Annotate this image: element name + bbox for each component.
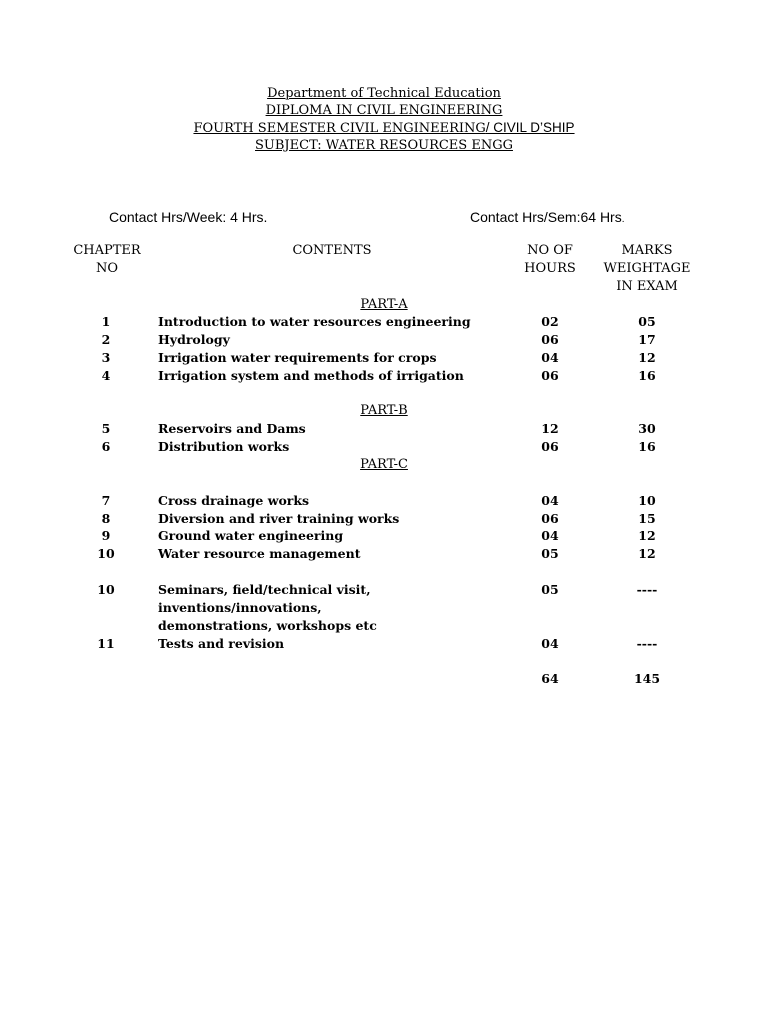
total-marks: 145 [633,671,661,686]
part-a-heading: PART-A [360,297,408,312]
chapter-number: 10 [97,546,115,561]
subject-title: SUBJECT: WATER RESOURCES ENGG [255,138,513,153]
diploma-title: DIPLOMA IN CIVIL ENGINEERING [265,103,503,118]
chapter-number: 10 [97,582,115,597]
column-header-marks: MARKS WEIGHTAGE IN EXAM [603,243,691,294]
chapter-marks: 05 [638,314,656,329]
total-hours: 64 [541,671,559,686]
chapter-hours: 06 [541,511,559,526]
column-header-hours: NO OF HOURS [524,243,576,276]
part-b-heading: PART-B [360,403,408,418]
table-row [0,331,768,349]
contact-hours-sem-text: Contact Hrs/Sem:64 Hrs [470,209,622,225]
chapter-content: Cross drainage works [158,493,310,508]
chapter-marks: 16 [638,368,656,383]
chapter-content: Seminars, field/technical visit, inventions/innovations, demonstrations, workshops etc [158,582,377,633]
chapter-hours: 05 [541,582,559,597]
table-row [0,545,768,563]
department-title: Department of Technical Education [267,86,501,101]
semester-title-suffix: / CIVIL D’SHIP [485,120,575,135]
table-row [0,349,768,367]
chapter-hours: 04 [541,636,559,651]
chapter-hours: 02 [541,314,559,329]
contact-hours-sem-dot: . [621,214,625,225]
chapter-marks: 16 [638,439,656,454]
contact-hours-week: Contact Hrs/Week: 4 Hrs. [109,209,268,225]
chapter-number: 3 [101,350,111,365]
table-row [0,510,768,528]
chapter-number: 8 [101,511,111,526]
chapter-content: Ground water engineering [158,528,344,543]
chapter-content: Introduction to water resources engineering [158,314,471,329]
table-row [0,438,768,456]
column-header-contents: CONTENTS [292,243,372,258]
chapter-content: Water resource management [158,546,361,561]
chapter-number: 2 [101,332,111,347]
table-row [0,527,768,545]
chapter-hours: 05 [541,546,559,561]
table-row [0,420,768,438]
chapter-content: Irrigation system and methods of irrigation [158,368,464,383]
chapter-hours: 12 [541,421,559,436]
chapter-hours: 04 [541,350,559,365]
chapter-marks: 12 [638,350,656,365]
contact-hours-sem [470,208,625,229]
chapter-marks: 30 [638,421,656,436]
chapter-marks: 10 [638,493,656,508]
chapter-content: Hydrology [158,332,230,347]
chapter-number: 6 [101,439,111,454]
table-row [0,492,768,510]
chapter-marks: 12 [638,546,656,561]
column-header-chapter: CHAPTER NO [73,243,141,276]
chapter-content: Distribution works [158,439,290,454]
chapter-number: 1 [101,314,111,329]
table-row [0,313,768,331]
chapter-marks: ---- [636,636,658,651]
table-row [0,367,768,385]
table-row [0,635,768,653]
semester-title [0,119,768,137]
chapter-marks: 17 [638,332,656,347]
chapter-number: 5 [101,421,111,436]
semester-title-main: FOURTH SEMESTER CIVIL ENGINEERING [193,121,486,136]
chapter-hours: 04 [541,528,559,543]
chapter-number: 7 [101,493,111,508]
chapter-hours: 06 [541,368,559,383]
chapter-number: 4 [101,368,111,383]
chapter-hours: 06 [541,439,559,454]
chapter-number: 9 [101,528,111,543]
chapter-marks: ---- [636,582,658,597]
chapter-marks: 15 [638,511,656,526]
chapter-marks: 12 [638,528,656,543]
totals-row [0,670,768,688]
chapter-number: 11 [97,636,115,651]
chapter-content: Irrigation water requirements for crops [158,350,437,365]
chapter-hours: 06 [541,332,559,347]
chapter-hours: 04 [541,493,559,508]
chapter-content: Tests and revision [158,636,285,651]
table-row [0,581,768,633]
part-c-heading: PART-C [360,457,408,472]
chapter-content: Reservoirs and Dams [158,421,306,436]
chapter-content: Diversion and river training works [158,511,400,526]
